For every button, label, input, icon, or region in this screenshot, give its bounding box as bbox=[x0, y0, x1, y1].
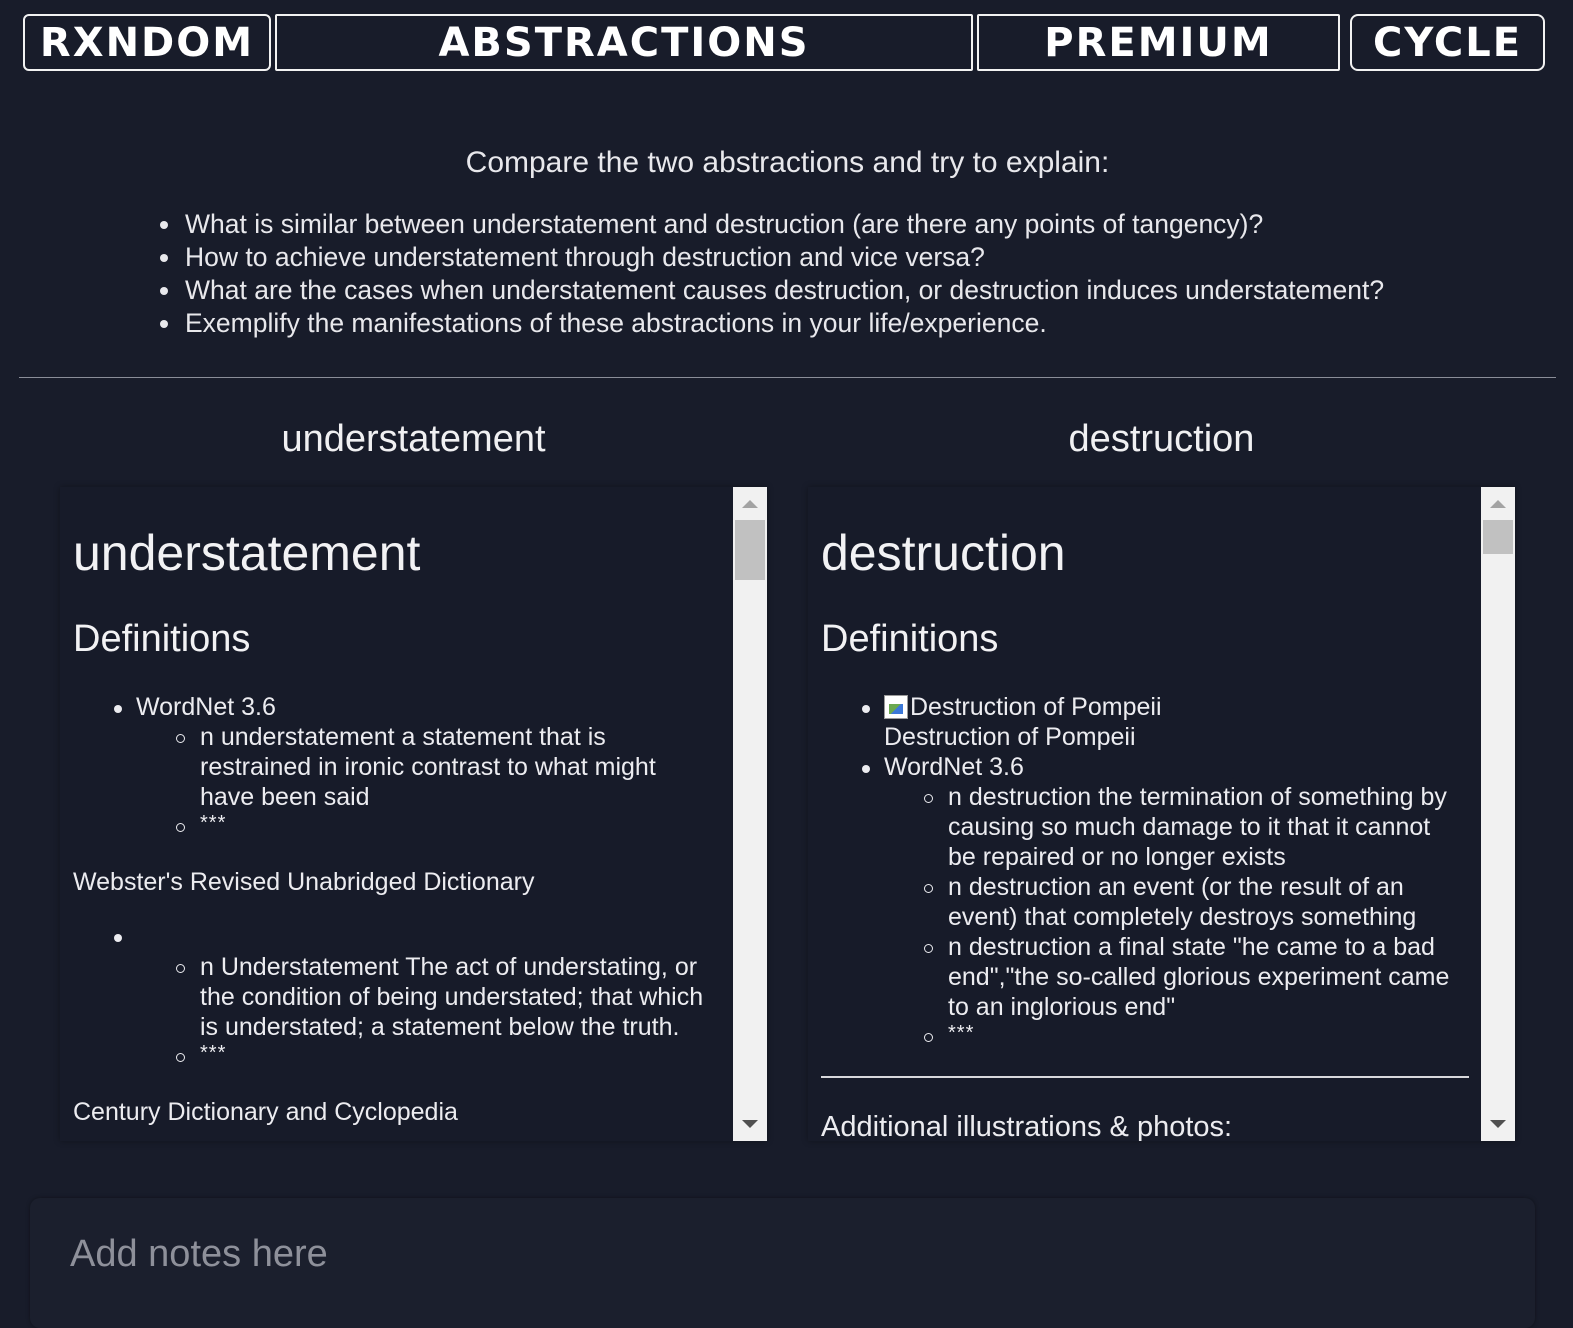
question-item: How to achieve understatement through destruction and vice versa? bbox=[159, 241, 1539, 274]
right-scroll-thumb[interactable] bbox=[1483, 520, 1513, 554]
left-stars: *** bbox=[200, 1042, 227, 1064]
left-wordnet-def-line: restrained in ironic contrast to what might bbox=[200, 753, 656, 781]
bullet-icon bbox=[862, 705, 870, 713]
left-webster-label: Webster's Revised Unabridged Dictionary bbox=[73, 868, 535, 896]
circle-bullet-icon bbox=[176, 1053, 185, 1062]
right-def-line: event) that completely destroys something bbox=[948, 903, 1417, 931]
left-stars: *** bbox=[200, 812, 227, 834]
bullet-icon bbox=[114, 705, 122, 713]
left-webster-def-line: the condition of being understated; that which bbox=[200, 983, 704, 1011]
right-def-line: be repaired or no longer exists bbox=[948, 843, 1286, 871]
scroll-up-icon[interactable] bbox=[742, 500, 758, 508]
circle-bullet-icon bbox=[176, 964, 185, 973]
right-def-line: n destruction the termination of something by bbox=[948, 783, 1447, 811]
left-wordnet-def-line: n understatement a statement that is bbox=[200, 723, 606, 751]
circle-bullet-icon bbox=[924, 884, 933, 893]
right-scrollbar[interactable] bbox=[1481, 487, 1515, 1141]
right-def-line: n destruction a final state "he came to a bad bbox=[948, 933, 1435, 961]
notes-area bbox=[30, 1198, 1535, 1328]
abstractions-button[interactable]: ABSTRACTIONS bbox=[275, 14, 973, 71]
scroll-down-icon[interactable] bbox=[1490, 1120, 1506, 1128]
broken-image-icon bbox=[884, 695, 908, 719]
left-scroll-thumb[interactable] bbox=[735, 520, 765, 580]
right-column-title: destruction bbox=[1068, 418, 1255, 460]
left-wordnet-def-line: have been said bbox=[200, 783, 370, 811]
left-webster-def-line: n Understatement The act of understating, or bbox=[200, 953, 698, 981]
right-panel-rule bbox=[821, 1076, 1469, 1078]
question-list bbox=[159, 208, 1539, 340]
right-def-line: n destruction an event (or the result of an bbox=[948, 873, 1404, 901]
question-item: What are the cases when understatement causes destruction, or destruction induces understatement? bbox=[159, 274, 1539, 307]
bullet-icon bbox=[114, 934, 122, 942]
circle-bullet-icon bbox=[176, 734, 185, 743]
section-divider bbox=[19, 377, 1556, 378]
right-image-alt: Destruction of Pompeii bbox=[910, 693, 1162, 721]
premium-button[interactable]: PREMIUM bbox=[977, 14, 1340, 71]
instructions bbox=[0, 146, 1573, 338]
left-panel-content bbox=[60, 487, 733, 1141]
left-definitions-heading: Definitions bbox=[73, 618, 251, 660]
right-def-line: causing so much damage to it that it cannot bbox=[948, 813, 1431, 841]
right-def-line: end","the so-called glorious experiment came bbox=[948, 963, 1450, 991]
right-wordnet-label: WordNet 3.6 bbox=[884, 753, 1024, 781]
instructions-intro: Compare the two abstractions and try to explain: bbox=[465, 146, 1110, 179]
circle-bullet-icon bbox=[924, 1033, 933, 1042]
right-stars: *** bbox=[948, 1022, 975, 1044]
left-column-title: understatement bbox=[281, 418, 546, 460]
cycle-button[interactable]: CYCLE bbox=[1350, 14, 1545, 71]
right-definition-panel[interactable] bbox=[808, 487, 1515, 1141]
right-def-line: to an inglorious end" bbox=[948, 993, 1176, 1021]
bullet-icon bbox=[862, 765, 870, 773]
left-definition-panel[interactable] bbox=[60, 487, 767, 1141]
question-item: What is similar between understatement and destruction (are there any points of tangency)? bbox=[159, 208, 1539, 241]
right-word-heading: destruction bbox=[821, 525, 1066, 581]
left-webster-def-line: is understated; a statement below the truth. bbox=[200, 1013, 680, 1041]
circle-bullet-icon bbox=[924, 794, 933, 803]
circle-bullet-icon bbox=[176, 823, 185, 832]
scroll-up-icon[interactable] bbox=[1490, 500, 1506, 508]
right-additional-illustrations: Additional illustrations & photos: bbox=[821, 1111, 1233, 1141]
right-definitions-heading: Definitions bbox=[821, 618, 999, 660]
left-wordnet-label: WordNet 3.6 bbox=[136, 693, 276, 721]
left-century-label: Century Dictionary and Cyclopedia bbox=[73, 1098, 458, 1126]
notes-input[interactable] bbox=[70, 1226, 1490, 1282]
left-scrollbar[interactable] bbox=[733, 487, 767, 1141]
left-word-heading: understatement bbox=[73, 525, 421, 581]
circle-bullet-icon bbox=[924, 944, 933, 953]
top-nav bbox=[0, 14, 1573, 72]
question-item: Exemplify the manifestations of these abstractions in your life/experience. bbox=[159, 307, 1539, 340]
right-panel-content bbox=[808, 487, 1481, 1141]
scroll-down-icon[interactable] bbox=[742, 1120, 758, 1128]
right-image-caption: Destruction of Pompeii bbox=[884, 723, 1136, 751]
random-button[interactable]: RXNDOM bbox=[23, 14, 271, 71]
